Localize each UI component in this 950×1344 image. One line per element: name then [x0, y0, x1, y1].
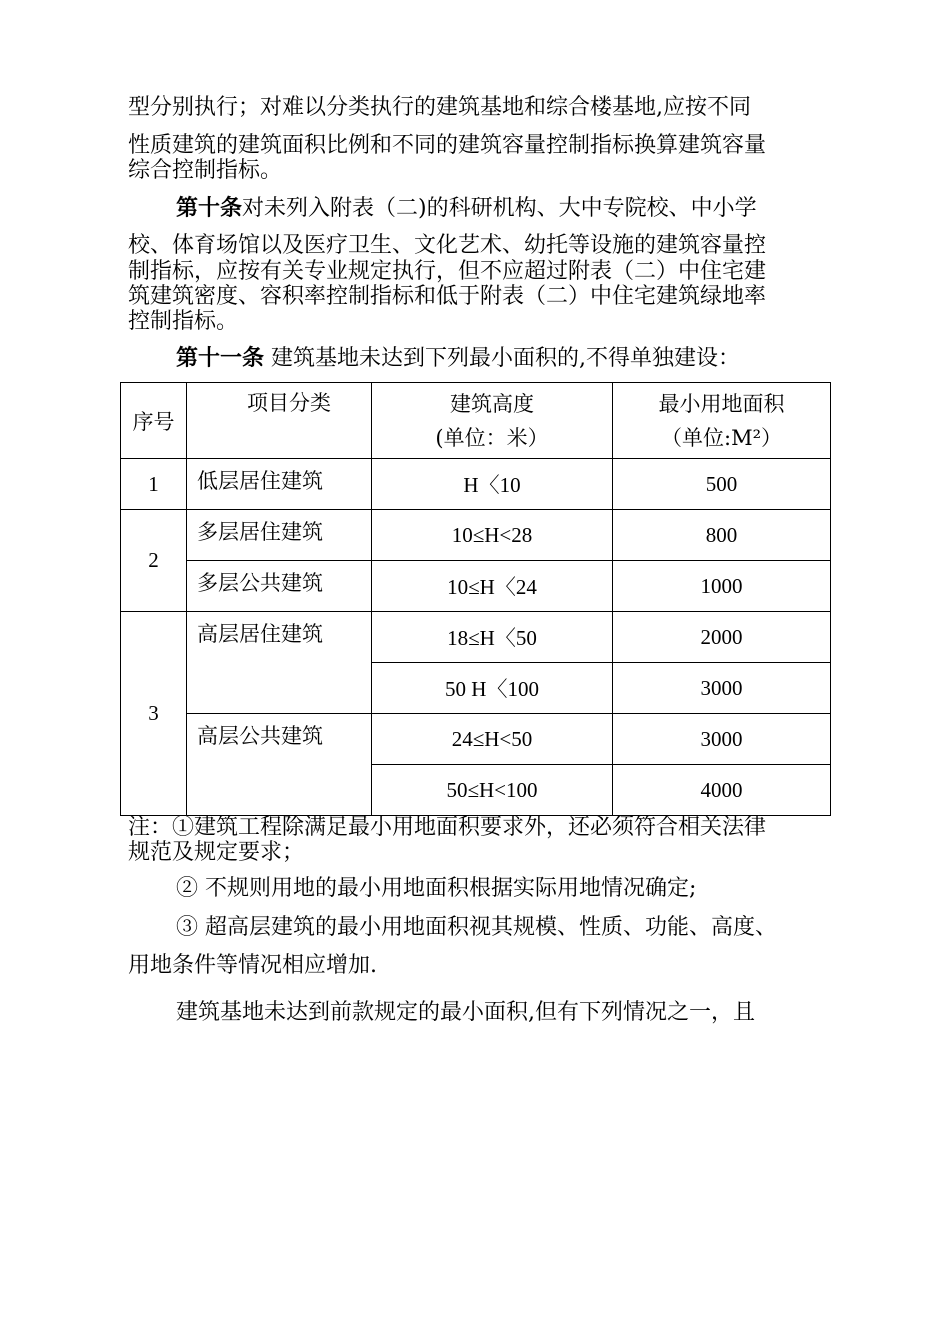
table-row	[121, 561, 831, 612]
row-category: 高层居住建筑	[187, 612, 372, 714]
row-category: 低层居住建筑	[187, 459, 372, 510]
note-line: 注：①建筑工程除满足最小用地面积要求外，还必须符合相关法律	[128, 815, 767, 840]
row-height: 10≤H<28	[372, 510, 613, 561]
row-category: 多层公共建筑	[187, 561, 372, 612]
row-area: 4000	[613, 765, 831, 816]
text-line: 筑建筑密度、容积率控制指标和低于附表（二）中住宅建筑绿地率	[128, 284, 767, 309]
row-category: 多层居住建筑	[187, 510, 372, 561]
header-height: 建筑高度 (单位：米）	[372, 383, 613, 459]
header-index: 序号	[121, 383, 187, 459]
article-11	[176, 346, 740, 372]
text-line: 制指标，应按有关专业规定执行，但不应超过附表（二）中住宅建	[128, 259, 767, 284]
row-height: 18≤H〈50	[372, 612, 613, 663]
text-line: 控制指标。	[128, 309, 239, 334]
row-height: 50≤H<100	[372, 765, 613, 816]
row-area: 3000	[613, 663, 831, 714]
text-line: 综合控制指标。	[128, 158, 283, 183]
text-line: 型分别执行；对难以分类执行的建筑基地和综合楼基地,应按不同	[128, 95, 751, 120]
row-height: 10≤H〈24	[372, 561, 613, 612]
table-row	[121, 459, 831, 510]
table-row	[121, 612, 831, 663]
table-row	[121, 714, 831, 765]
text-line: 校、体育场馆以及医疗卫生、文化艺术、幼托等设施的建筑容量控	[128, 233, 767, 258]
row-index: 1	[121, 459, 187, 510]
min-area-table	[120, 382, 831, 816]
header-category: 项目分类	[187, 383, 372, 459]
note-line: 用地条件等情况相应增加.	[128, 953, 377, 978]
article-title: 第十条	[176, 196, 243, 221]
note-line: ③ 超高层建筑的最小用地面积视其规模、性质、功能、高度、	[176, 915, 777, 940]
row-index: 3	[121, 612, 187, 816]
row-height: 24≤H<50	[372, 714, 613, 765]
table-row	[121, 510, 831, 561]
note-line: 规范及规定要求；	[128, 840, 305, 865]
row-area: 800	[613, 510, 831, 561]
row-area: 2000	[613, 612, 831, 663]
note-line: ② 不规则用地的最小用地面积根据实际用地情况确定;	[176, 876, 697, 901]
row-area: 500	[613, 459, 831, 510]
row-height: 50 H〈100	[372, 663, 613, 714]
header-area: 最小用地面积 （单位:M²）	[613, 383, 831, 459]
row-category: 高层公共建筑	[187, 714, 372, 816]
table-header-row	[121, 383, 831, 459]
row-height: H〈10	[372, 459, 613, 510]
row-index: 2	[121, 510, 187, 612]
closing-paragraph: 建筑基地未达到前款规定的最小面积,但有下列情况之一，且	[176, 1000, 755, 1025]
row-area: 1000	[613, 561, 831, 612]
article-title: 第十一条	[176, 346, 265, 371]
text-line: 性质建筑的建筑面积比例和不同的建筑容量控制指标换算建筑容量	[128, 133, 767, 158]
row-area: 3000	[613, 714, 831, 765]
text-line: 建筑基地未达到下列最小面积的,不得单独建设：	[264, 346, 741, 371]
text-line: 对未列入附表（二)的科研机构、大中专院校、中小学	[242, 196, 757, 221]
